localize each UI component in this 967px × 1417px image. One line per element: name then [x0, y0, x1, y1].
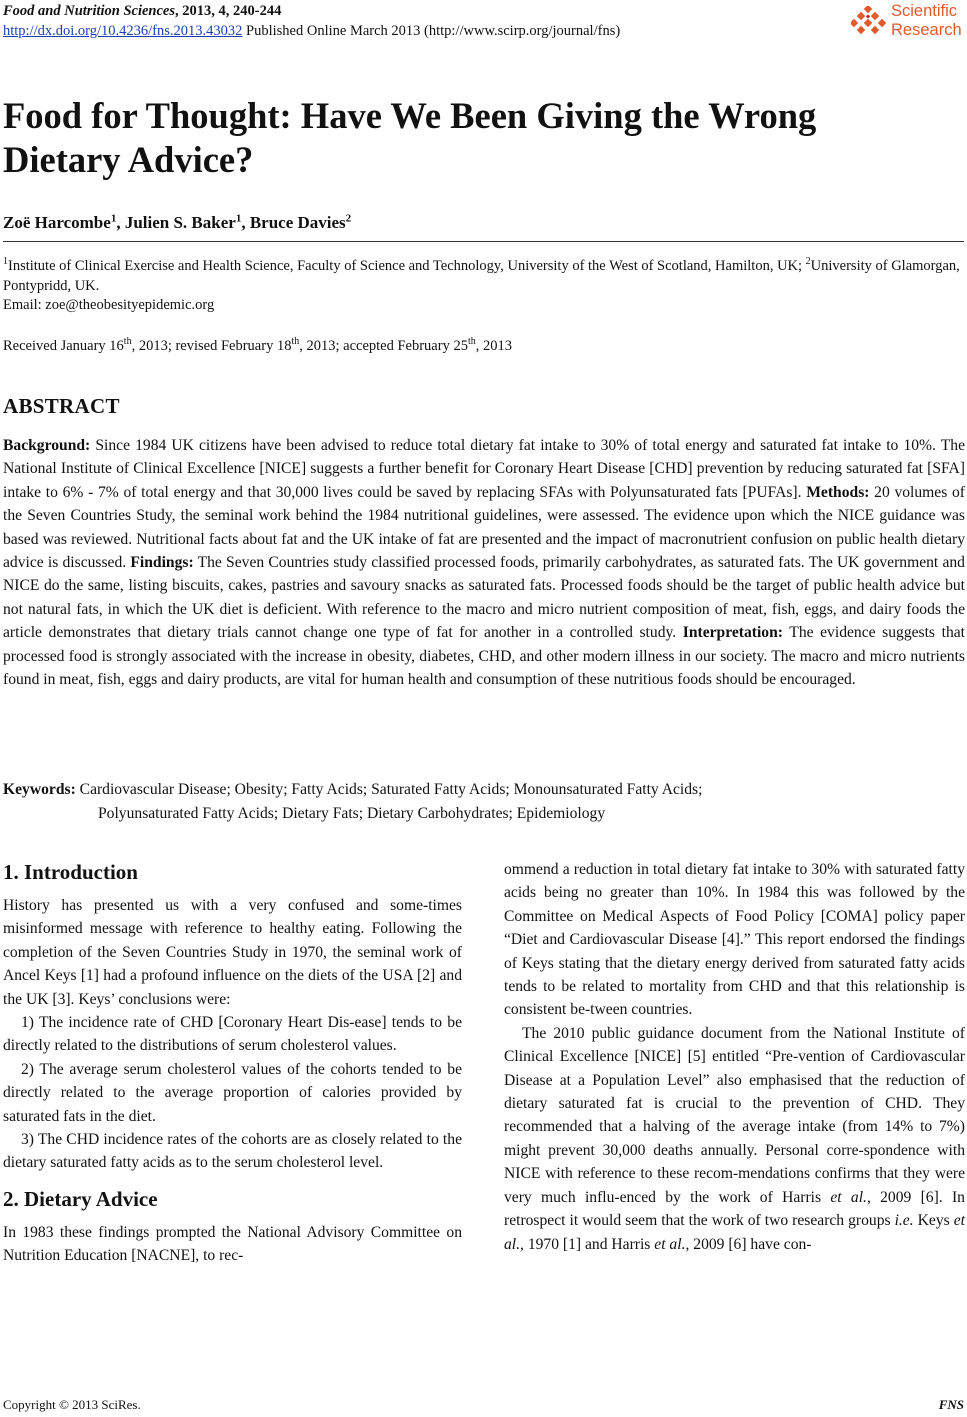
italic-text: i.e. [894, 1212, 914, 1230]
received-text: , 2013; revised February 18 [131, 338, 292, 354]
author-name: Bruce Davies [249, 213, 346, 232]
logo-text [891, 2, 962, 40]
paragraph: ommend a reduction in total dietary fat intake to 30% with saturated fatty acids being no greater than 10%. In 1984 this was followed by the Committee on Medical Aspects of Food Policy [COMA] policy paper “Diet and Cardiovascular Disease [4].” This report endorsed the findings of Keys stating that the dietary energy derived from saturated fatty acids tends to be related to mortality from CHD and that this relationship is consistent be-tween countries. [504, 861, 965, 1019]
received-text: , 2013; accepted February 25 [299, 338, 468, 354]
abstract-label: Background: [3, 437, 91, 454]
abstract-heading: ABSTRACT [3, 394, 120, 418]
ordinal-suffix: th [291, 336, 300, 348]
paragraph: 2) The average serum cholesterol values of the cohorts tended to be directly related to the average proportion of calories provided by saturated fats in the diet. [3, 1060, 462, 1125]
paragraph: History has presented us with a very confused and some-times misinformed message with reference to healthy eating. Following the completion of the Seven Countries Study in 1970, the seminal work of Ancel Keys [1] had a profound influence on the diets of the USA [2] and the UK [3]. Keys’ conclusions were: [3, 897, 462, 1008]
keywords-label: Keywords: [3, 781, 76, 798]
affiliation-text: Institute of Clinical Exercise and Health Science, Faculty of Science and Technology, University of the West of Scotland, Hamilton, UK; [8, 258, 806, 274]
scientific-research-logo [851, 2, 967, 46]
published-online: Published Online March 2013 (http://www.scirp.org/journal/fns) [242, 23, 621, 39]
paragraph-text: , 2009 [6] have con- [685, 1235, 812, 1253]
paragraph: 1) The incidence rate of CHD [Coronary Heart Dis-ease] tends to be directly related to the distributions of serum cholesterol values. [3, 1014, 462, 1055]
paragraph: 3) The CHD incidence rates of the cohorts are as closely related to the dietary saturated fatty acids as to the serum cholesterol level. [3, 1131, 462, 1172]
journal-name: Food and Nutrition Sciences [3, 3, 176, 19]
section-heading-dietary-advice: 2. Dietary Advice [3, 1186, 158, 1211]
journal-citation [3, 2, 281, 20]
abstract-text: Since 1984 UK citizens have been advised to reduce total dietary fat intake to 30% of total energy and saturated fat intake to 10%. The National Institute of Clinical Excellence [NICE] suggests a further benefit for Coronary Heart Disease [CHD] prevention by reducing saturated fat [SFA] intake to 6% - 7% of total energy and that 30,000 lives could be saved by replacing SFAs with Polyunsaturated fats [PUFAs]. [3, 437, 965, 501]
paragraph-text: , 1970 [1] and Harris [520, 1235, 655, 1253]
abstract-text: 20 volumes of the Seven Countries Study, the seminal work behind the 1984 nutritional guidelines, were assessed. The evidence upon which the NICE guidance was based was reviewed. Nutritional facts about fat and the UK intake of fat are presented and the impact of macronutrient confusion on public health dietary advice is discussed. [3, 483, 965, 572]
ordinal-suffix: th [467, 336, 476, 348]
italic-text: et al. [654, 1235, 686, 1253]
italic-text: et al. [830, 1188, 867, 1206]
doi-line [3, 22, 620, 40]
abstract-label: Interpretation: [682, 624, 783, 642]
paragraph-text: , 2009 [6]. In retrospect it would seem that the work of two research groups [504, 1188, 965, 1230]
abstract-text: The evidence suggests that processed food is strongly associated with the increase in obesity, diabetes, CHD, and other modern illness in our society. The macro and micro nutrients found in meat, fish, eggs and dairy products, are vital for human health and consumption of these nutritious foods should be encouraged. [3, 624, 965, 689]
author-list [3, 213, 351, 233]
keywords-line-1: Cardiovascular Disease; Obesity; Fatty Acids; Saturated Fatty Acids; Monounsaturated Fatty Acids; [75, 781, 703, 798]
received-dates [3, 338, 512, 355]
keywords [3, 778, 702, 825]
paragraph: In 1983 these findings prompted the National Advisory Committee on Nutrition Education [NACNE], to rec- [3, 1223, 462, 1265]
author-divider [3, 241, 964, 242]
received-text: Received January 16 [3, 338, 124, 354]
received-text: , 2013 [475, 338, 512, 354]
journal-volume-info: , 2013, 4, 240-244 [175, 3, 282, 19]
italic-text: et al. [504, 1212, 965, 1253]
abstract-text: The Seven Countries study classified processed foods, primarily carbohydrates, as saturated fats. The UK government and NICE do the same, listing biscuits, cakes, pastries and savoury snacks as saturated fats. Processed foods should be the target of public health advice but not natural fats, in which the UK diet is deficient. With reference to the macro and micro nutrient composition of meat, fish, eggs, and dairy foods the article demonstrates that dietary trials cannot change one type of fat for another in a controlled study. [3, 554, 965, 642]
abstract-label: Findings: [130, 554, 194, 572]
affiliation-marker: 2 [805, 256, 811, 268]
article-title: Food for Thought: Have We Been Giving the Wrong Dietary Advice? [3, 95, 817, 180]
author-name: Julien S. Baker [124, 213, 236, 232]
keywords-line-2: Polyunsaturated Fatty Acids; Dietary Fats; Dietary Carbohydrates; Epidemiology [98, 804, 606, 822]
section-heading-introduction: 1. Introduction [3, 860, 138, 884]
left-column [3, 858, 462, 1268]
paragraph-text: Keys [913, 1212, 954, 1230]
abstract-body [3, 434, 965, 691]
email: Email: zoe@theobesityepidemic.org [3, 297, 215, 313]
affiliation-text: University of Glamorgan, Pontypridd, UK. [3, 258, 960, 294]
logo-line-1: Scientific [891, 2, 958, 20]
right-column [504, 858, 965, 1256]
logo-line-2: Research [891, 21, 962, 39]
ordinal-suffix: th [123, 336, 132, 348]
paragraph-text: The 2010 public guidance document from the National Institute of Clinical Excellence [NICE] [5] entitled “Pre-vention of Cardiovascular Disease at a Population Level” also emphasised that the reduction of dietary saturated fat is crucial to the prevention of CHD. They recommended that a halving of the average intake (from 14% to 7%) might prevent 30,000 deaths annually. Personal corre-spondence with NICE with reference to these recom-mendations confirms that they were very much influ-enced by the work of Harris [504, 1024, 965, 1206]
abstract-label: Methods: [806, 483, 870, 501]
author-separator: , [116, 213, 125, 232]
affiliation-marker: 1 [3, 256, 8, 268]
author-name: Zoë Harcombe [3, 213, 111, 232]
journal-abbreviation: FNS [938, 1397, 964, 1412]
author-affiliation-marker: 2 [345, 212, 352, 225]
author-affiliation-marker: 1 [110, 212, 117, 225]
copyright: Copyright © 2013 SciRes. [3, 1397, 141, 1412]
logo-diamond-icon [851, 6, 887, 38]
page-header [3, 2, 963, 46]
paragraph [504, 1022, 965, 1256]
author-affiliation-marker: 1 [235, 212, 242, 225]
affiliations [3, 257, 965, 316]
doi-link[interactable]: http://dx.doi.org/10.4236/fns.2013.43032 [3, 23, 243, 39]
author-separator: , [241, 213, 250, 232]
